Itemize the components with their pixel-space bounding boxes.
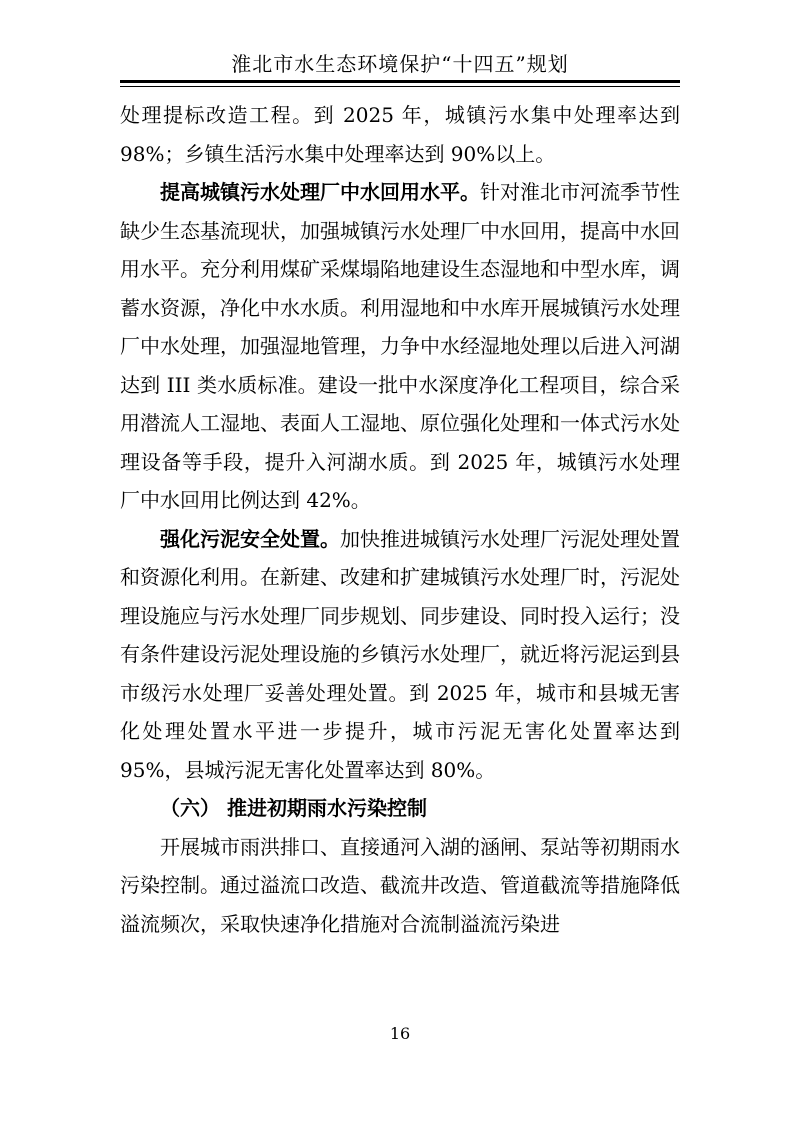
paragraph-text: 针对淮北市河流季节性缺少生态基流现状，加强城镇污水处理厂中水回用，提高中水回用水平。充分利用煤矿采煤塌陷地建设生态湿地和中型水库，调蓄水资源，净化中水水质。利用湿地和中水库开展城镇污水处理厂中水处理，加强湿地管理，力争中水经湿地处理以后进入河湖达到 III 类水质标准。建设一批中水深度净化工程项目，综合采用潜流人工湿地、表面人工湿地、原位强化处理和一体式污水处理设备等手段，提升入河湖水质。到 2025 年，城镇污水处理厂中水回用比例达到 42%。 [120, 180, 680, 512]
paragraph-text: 处理提标改造工程。到 2025 年，城镇污水集中处理率达到 98%；乡镇生活污水集中处理率达到 90%以上。 [120, 103, 680, 166]
paragraph-text: 加快推进城镇污水处理厂污泥处理处置和资源化利用。在新建、改建和扩建城镇污水处理厂时，污泥处理设施应与污水处理厂同步规划、同步建设、同时投入运行；没有条件建设污泥处理设施的乡镇污水处理厂，就近将污泥运到县市级污水处理厂妥善处理处置。到 2025 年，城市和县城无害化处理处置水平进一步提升，城市污泥无害化处置率达到 95%，县城污泥无害化处置率达到 80%。 [120, 526, 680, 782]
body-text [120, 96, 680, 943]
paragraph-stormwater [120, 828, 680, 944]
paragraph-sludge [120, 520, 680, 790]
page-number: 16 [389, 1024, 411, 1043]
section-heading: （六） 推进初期雨水污染控制 [160, 796, 427, 820]
paragraph-text: 开展城市雨洪排口、直接通河入湖的涵闸、泵站等初期雨水污染控制。通过溢流口改造、截流井改造、管道截流等措施降低溢流频次，采取快速净化措施对合流制溢流污染进 [120, 834, 680, 936]
paragraph-continuation [120, 96, 680, 173]
header-rule-thick [120, 80, 680, 83]
header-rule-thin [120, 86, 680, 87]
running-header-title: 淮北市水生态环境保护“十四五”规划 [231, 52, 569, 76]
paragraph-lead: 强化污泥安全处置。 [160, 526, 340, 551]
paragraph-reuse-water [120, 173, 680, 520]
paragraph-lead: 提高城镇污水处理厂中水回用水平。 [160, 180, 480, 204]
